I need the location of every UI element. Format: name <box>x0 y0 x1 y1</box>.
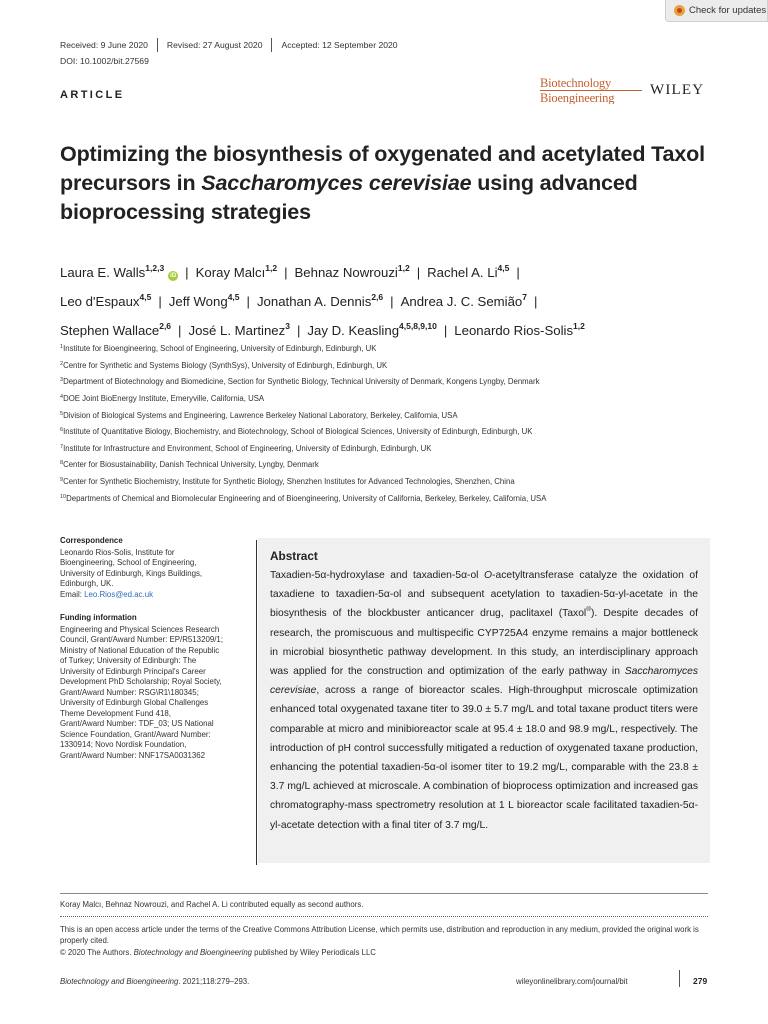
divider <box>157 38 158 52</box>
abstract-text: Taxadien-5α-hydroxylase and taxadien-5α-ol O-acetyltransferase catalyze the oxidation of taxadiene to taxadien-5α-ol and subsequent acetylation to taxadien-5α-yl-acetate in the biosynthesis of the blockbuster anticancer drug, paclitaxel (Taxol®). Despite decades of research, the promiscuous and multispecific CYP725A4 enzyme remains a major bottleneck in microbial biosynthetic pathway development. In this study, an interdisciplinary approach was applied for the construction and optimization of the early pathway in Saccharomyces cerevisiae, across a range of bioreactor scales. High-throughput microscale optimization enhanced total oxygenated taxane titer to 39.0 ± 5.7 mg/L and total taxane product titers were comparable at micro and minibioreactor scale at 95.4 ± 18.0 and 98.9 mg/L, respectively. The introduction of pH control successfully mitigated a reduction of oxygenated taxane production, enhancing the potential taxadien-5α-ol isomer titer to 19.2 mg/L, comparable with the 23.8 ± 3.7 mg/L achieved at microscale. A combination of bioprocess optimization and increased gas chromatography-mass spectrometry resolution at 1 L bioreactor scale facilitated taxadien-5α-yl-acetate detection with a final titer of 3.7 mg/L. <box>270 570 698 831</box>
accepted-date: Accepted: 12 September 2020 <box>281 40 398 50</box>
affiliation: $^8$Center for Biosustainability, Danish Technical University, Lyngby, Denmark <box>60 460 319 470</box>
funding-line: Engineering and Physical Sciences Research <box>60 624 220 634</box>
author[interactable]: Laura E. Walls$^{1,2,3}$iD <box>60 263 177 280</box>
affiliation: $^6$Institute of Quantitative Biology, Biochemistry, and Biotechnology, School of Biological Sciences, University of Edinburgh, Edinburgh, UK <box>60 427 533 437</box>
correspondence-line: Bioengineering, School of Engineering, <box>60 558 197 567</box>
funding-line: University of Edinburgh Global Challenges <box>60 698 209 707</box>
abstract-heading: Abstract <box>270 549 318 563</box>
correspondence-email-row: Email: Leo.Rios@ed.ac.uk <box>60 589 154 599</box>
abstract <box>258 538 710 863</box>
article-type: ARTICLE <box>60 89 125 101</box>
contribution-note: Koray Malcı, Behnaz Nowrouzi, and Rachel A. Li contributed equally as second authors. <box>60 900 364 909</box>
check-for-updates-button[interactable] <box>665 0 768 22</box>
affiliations <box>60 339 730 505</box>
title-part2: using advanced bioprocessing strategies <box>60 171 638 224</box>
funding-line: University of Edinburgh Principal's Career <box>60 666 206 676</box>
affiliation: $^3$Department of Biotechnology and Biomedicine, Section for Synthetic Biology, Technical University of Denmark, Kongens Lyngby, Denmark <box>60 377 540 387</box>
author[interactable]: Jay D. Keasling$^{4,5,8,9,10}$ <box>307 321 437 338</box>
license-text: This is an open access article under the terms of the Creative Commons Attribution License, which permits use, distribution and reproduction in any medium, provided the original work is properly cited. <box>60 925 699 946</box>
funding-heading: Funding information <box>60 613 137 622</box>
title-species: Saccharomyces cerevisiae <box>201 171 472 195</box>
affiliation: $^4$DOE Joint BioEnergy Institute, Emeryville, California, USA <box>60 393 265 403</box>
copyright-line: © 2020 The Authors. Biotechnology and Bioengineering published by Wiley Periodicals LLC <box>60 947 376 957</box>
journal-url-link[interactable]: wileyonlinelibrary.com/journal/bit <box>516 977 628 986</box>
funding-line: Council, Grant/Award Number: EP/R513209/1; <box>60 635 224 644</box>
author[interactable]: Jonathan A. Dennis$^{2,6}$ <box>256 292 384 309</box>
article-title <box>60 140 720 227</box>
affiliation: $^9$Center for Synthetic Biochemistry, Institute for Synthetic Biology, Shenzhen Institutes for Advanced Technologies, Shenzhen, China <box>60 477 515 487</box>
funding-line: Development PhD Scholarship; Royal Society, <box>60 677 222 686</box>
page-number: 279 <box>693 976 708 986</box>
author[interactable]: Andrea J. C. Semião$^7$ <box>400 292 528 309</box>
affiliation: $^{10}$Departments of Chemical and Biomolecular Engineering and of Bioengineering, University of California, Berkeley, Berkeley, California, USA <box>60 493 547 503</box>
check-for-updates-label: Check for updates <box>689 5 767 16</box>
correspondence-heading: Correspondence <box>60 536 123 545</box>
divider <box>60 893 708 894</box>
journal-logo-line1: Biotechnology <box>540 76 612 90</box>
crossmark-icon <box>674 5 685 16</box>
funding-line: 1330914; Novo Nordisk Foundation, <box>60 740 187 749</box>
affiliation: $^5$Division of Biological Systems and Engineering, Lawrence Berkeley National Laboratory, Berkeley, California, USA <box>60 410 458 420</box>
title-part1: Optimizing the biosynthesis of oxygenated and acetylated Taxol precursors in <box>60 142 705 195</box>
affiliation: $^2$Centre for Synthetic and Systems Biology (SynthSys), University of Edinburgh, Edinburgh, UK <box>60 360 388 370</box>
author[interactable]: Jeff Wong$^{4,5}$ <box>168 292 240 309</box>
author-list: Laura E. Walls$^{1,2,3}$iD | Koray Malcı$^{1,2}$ | Behnaz Nowrouzi$^{1,2}$ | Rachel A. Li$^{4,5}$ | Leo d'Espaux$^{4,5}$ | Jeff Wong$^{4,5}$ | Jonathan A. Dennis$^{2,6}$ | Andrea J. C. Semião$^7$ | Stephen Wallace$^{2,6}$ | José L. Martinez$^3$ | Jay D. Keasling$^{4,5,8,9,10}$ | Leonardo Rios-Solis$^{1,2}$ <box>60 263 585 338</box>
author[interactable]: Koray Malcı$^{1,2}$ <box>195 263 278 280</box>
footer-citation: Biotechnology and Bioengineering. 2021;118:279–293. <box>60 977 250 986</box>
journal-logo <box>540 76 642 104</box>
divider <box>271 38 272 52</box>
divider <box>256 540 257 865</box>
author[interactable]: José L. Martinez$^3$ <box>188 321 290 338</box>
correspondence-line: University of Edinburgh, Kings Buildings, <box>60 568 203 578</box>
funding-line: Science Foundation, Grant/Award Number: <box>60 729 211 739</box>
divider <box>60 916 708 917</box>
correspondence-line: Edinburgh, UK. <box>60 579 114 588</box>
funding-line: of Turkey; University of Edinburgh: The <box>60 656 197 665</box>
publisher-logo: WILEY <box>650 82 705 98</box>
license-notice <box>60 924 710 958</box>
funding-line: Grant/Award Number: NNF17SA0031362 <box>60 750 206 760</box>
doi: DOI: 10.1002/bit.27569 <box>60 56 149 66</box>
sidebar-info <box>60 536 250 761</box>
revised-date: Revised: 27 August 2020 <box>166 40 263 50</box>
affiliation: $^1$Institute for Bioengineering, School of Engineering, University of Edinburgh, Edinburgh, UK <box>60 344 377 353</box>
article-history <box>60 38 398 52</box>
journal-logo-line2: Bioengineering <box>540 90 642 104</box>
affiliation: $^7$Institute for Infrastructure and Environment, School of Engineering, University of Edinburgh, Edinburgh, UK <box>60 443 432 453</box>
funding-line: Grant/Award Number: TDF_03; US National <box>60 719 214 728</box>
author[interactable]: Leonardo Rios-Solis$^{1,2}$ <box>454 321 585 338</box>
author[interactable]: Stephen Wallace$^{2,6}$ <box>60 321 172 338</box>
funding-line: Theme Development Fund 418, <box>60 708 171 718</box>
author[interactable]: Leo d'Espaux$^{4,5}$ <box>60 292 152 309</box>
author[interactable]: Behnaz Nowrouzi$^{1,2}$ <box>294 263 410 280</box>
email-link[interactable]: Leo.Rios@ed.ac.uk <box>84 589 154 599</box>
funding-line: Ministry of National Education of the Republic <box>60 645 220 655</box>
received-date: Received: 9 June 2020 <box>60 40 148 50</box>
divider <box>679 970 680 987</box>
correspondence-line: Leonardo Rios-Solis, Institute for <box>60 547 175 557</box>
funding-line: Grant/Award Number: RSG\R1\180345; <box>60 687 199 697</box>
orcid-icon[interactable]: iD <box>170 273 177 279</box>
author[interactable]: Rachel A. Li$^{4,5}$ <box>427 263 510 280</box>
